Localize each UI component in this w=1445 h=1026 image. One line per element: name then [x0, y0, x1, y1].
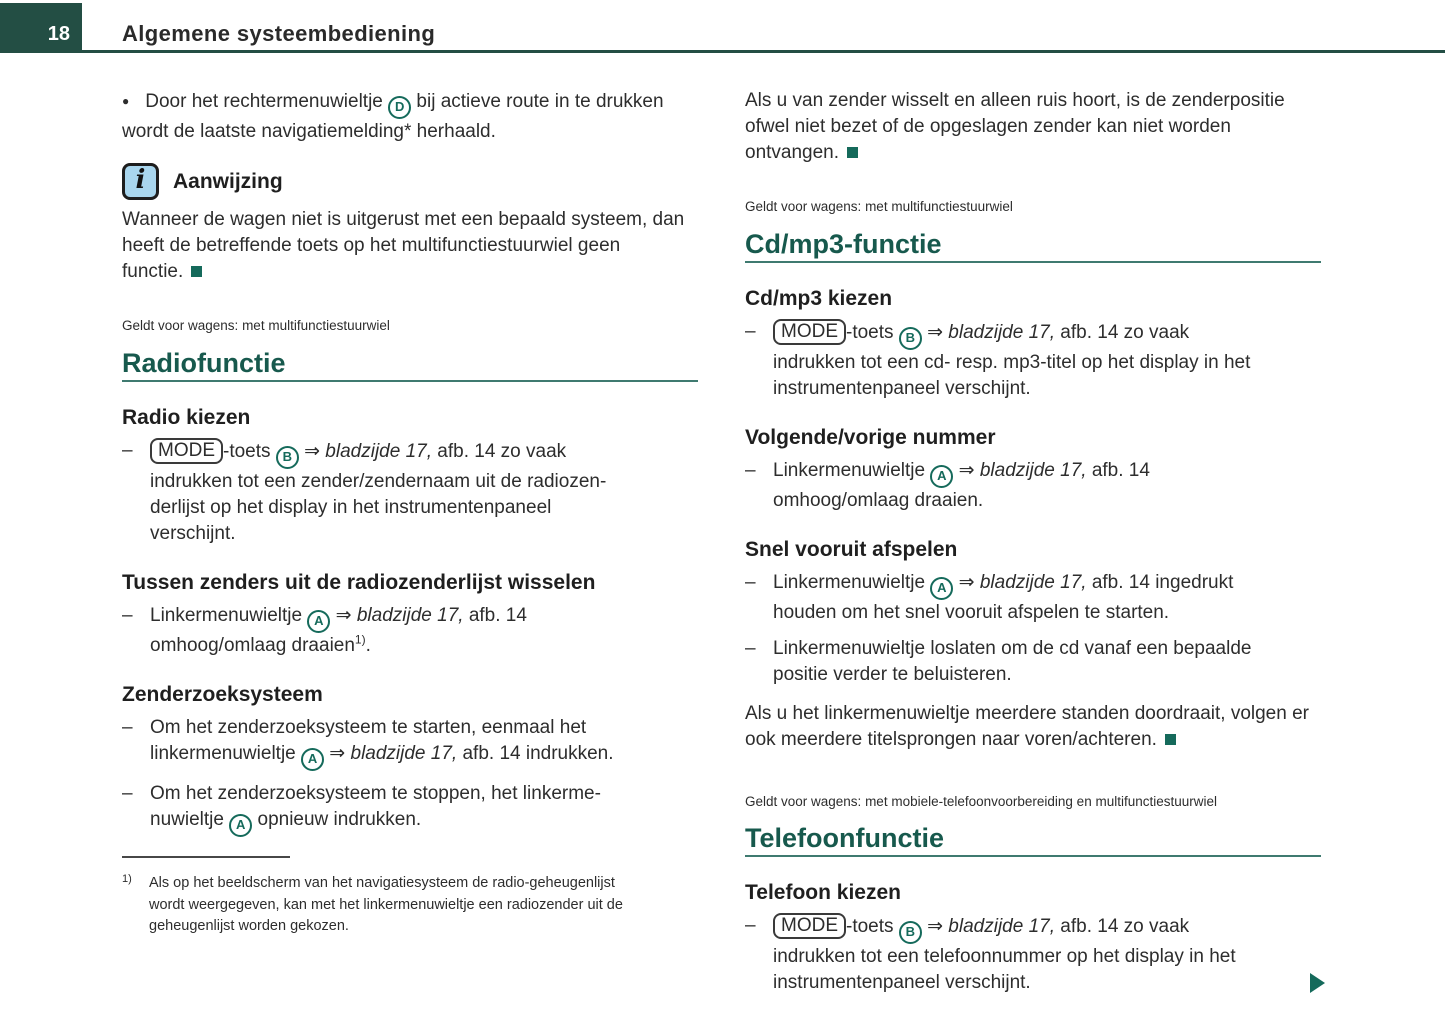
end-of-section-marker	[1165, 734, 1176, 745]
circled-letter-a-icon: A	[930, 465, 953, 488]
section-title-radiofunctie: Radiofunctie	[122, 348, 698, 382]
circled-letter-a-icon: A	[229, 814, 252, 837]
intro-bullet-paragraph: ● Door het rechtermenuwieltje D bij actieve route in te drukken wordt de laatste navigatiemelding* herhaald.	[122, 88, 698, 145]
right-column	[745, 88, 1321, 996]
subsection-title-volgende-vorige: Volgende/vorige nummer	[745, 425, 996, 449]
note-header	[122, 163, 698, 200]
subsection-title-telefoon-kiezen: Telefoon kiezen	[745, 881, 901, 904]
keycap-mode: MODE	[773, 913, 846, 939]
subsection-title-tussen-zenders: Tussen zenders uit de radiozenderlijst wisselen	[122, 570, 596, 594]
circled-letter-a-icon: A	[930, 577, 953, 600]
subsection-title-cd-mp3-kiezen: Cd/mp3 kiezen	[745, 286, 893, 310]
note-block	[122, 163, 698, 285]
subsection-title-radio-kiezen: Radio kiezen	[122, 405, 251, 429]
list-item: – Om het zenderzoeksysteem te stoppen, het linkerme- nuwieltje A opnieuw indrukken.	[122, 781, 698, 837]
list-item: – Linkermenuwieltje loslaten om de cd vanaf een bepaalde positie verder te beluisteren.	[745, 636, 1321, 688]
end-of-section-marker	[191, 266, 202, 277]
page-title: Algemene systeembediening	[122, 21, 436, 46]
circled-letter-d-icon: D	[388, 96, 411, 119]
footnote-rule	[122, 856, 290, 858]
circled-letter-a-icon: A	[301, 748, 324, 771]
zender-ruis-paragraph: Als u van zender wisselt en alleen ruis hoort, is de zenderpositie ofwel niet bezet of de opgeslagen zender kan niet worden ontvangen.	[745, 90, 1285, 163]
continuation-arrow-icon	[1310, 973, 1325, 993]
list-item: – Linkermenuwieltje A ⇒ bladzijde 17, afb. 14 omhoog/omlaag draaien$^{1)}$.	[122, 603, 698, 659]
list-item: – MODE -toets B ⇒ bladzijde 17, afb. 14 zo vaak indrukken tot een zender/zendernaam uit de radiozen- derlijst op het display in het instrumentenpaneel verschijnt.	[122, 438, 698, 547]
circled-letter-b-icon: B	[899, 327, 922, 350]
circled-letter-b-icon: B	[899, 921, 922, 944]
header-rule	[82, 50, 1445, 53]
circled-letter-a-icon: A	[307, 610, 330, 633]
subsection-title-zenderzoeksysteem: Zenderzoeksysteem	[122, 682, 323, 706]
section-title-telefoonfunctie: Telefoonfunctie	[745, 823, 1321, 857]
footnote-marker: 1)	[122, 873, 132, 885]
circled-letter-b-icon: B	[276, 446, 299, 469]
section-title-cd-mp3-functie: Cd/mp3-functie	[745, 229, 1321, 263]
list-item: – Linkermenuwieltje A ⇒ bladzijde 17, afb. 14 ingedrukt houden om het snel vooruit afspelen te starten.	[745, 570, 1321, 626]
left-column	[122, 88, 698, 847]
note-title: Aanwijzing	[173, 169, 283, 193]
list-item: – Linkermenuwieltje A ⇒ bladzijde 17, afb. 14 omhoog/omlaag draaien.	[745, 458, 1321, 514]
list-item: – Om het zenderzoeksysteem te starten, eenmaal het linkermenuwieltje A ⇒ bladzijde 17, afb. 14 indrukken.	[122, 715, 698, 771]
applies-to-line: Geldt voor wagens: met mobiele-telefoonvoorbereiding en multifunctiestuurwiel	[745, 793, 1217, 809]
list-item: – MODE -toets B ⇒ bladzijde 17, afb. 14 zo vaak indrukken tot een cd- resp. mp3-titel op het display in het instrumentenpaneel verschijnt.	[745, 319, 1321, 402]
info-icon: i	[122, 163, 159, 200]
keycap-mode: MODE	[773, 319, 846, 345]
titelsprongen-paragraph: Als u het linkermenuwieltje meerdere standen doordraait, volgen er ook meerdere titelsprongen naar voren/achteren.	[745, 702, 1309, 750]
list-item: – MODE -toets B ⇒ bladzijde 17, afb. 14 zo vaak indrukken tot een telefoonnummer op het display in het instrumentenpaneel verschijnt.	[745, 913, 1321, 996]
footnote-reference: 1)	[354, 632, 366, 647]
note-body: Wanneer de wagen niet is uitgerust met een bepaald systeem, dan heeft de betreffende toets op het multifunctiestuurwiel geen functie.	[122, 209, 685, 282]
keycap-mode: MODE	[150, 438, 223, 464]
page-number-box	[0, 3, 82, 53]
footnote	[122, 856, 732, 938]
subsection-title-snel-vooruit: Snel vooruit afspelen	[745, 537, 958, 561]
footnote-body	[122, 873, 732, 938]
footnote-text: Als op het beeldscherm van het navigatiesysteem de radio-geheugenlijst wordt weergegeven, kan met het linkermenuwieltje een radiozender uit de geheugenlijst worden gekozen.	[149, 875, 623, 934]
end-of-section-marker	[847, 147, 858, 158]
applies-to-line: Geldt voor wagens: met multifunctiestuurwiel	[745, 199, 1013, 214]
applies-to-line: Geldt voor wagens: met multifunctiestuurwiel	[122, 318, 390, 333]
page-number: 18	[47, 23, 70, 45]
